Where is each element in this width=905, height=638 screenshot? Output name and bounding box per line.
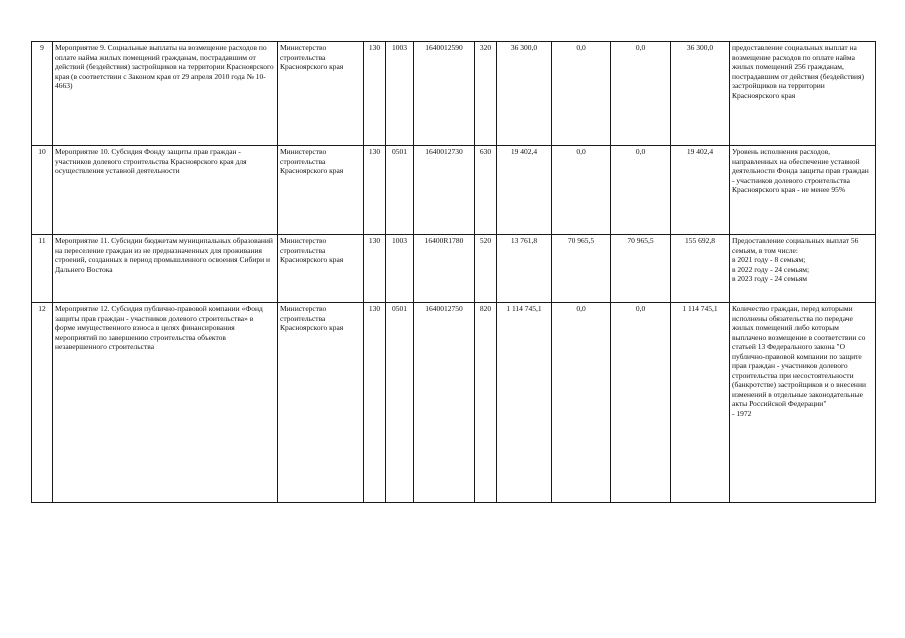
row-number: 9 xyxy=(32,42,53,146)
amount-year-2: 70 965,5 xyxy=(552,235,611,303)
event-name: Мероприятие 9. Социальные выплаты на возмещение расходов по оплате найма жилых помещений гражданам, пострадавшим от действий (бездействия) застройщиков на территории Красноярского края (в соответствии с Законом края от 29 апреля 2010 года № 10-4663) xyxy=(53,42,278,146)
amount-year-1: 36 300,0 xyxy=(497,42,552,146)
amount-year-2: 0,0 xyxy=(552,42,611,146)
rzpr-code: 1003 xyxy=(386,235,414,303)
row-number: 12 xyxy=(32,303,53,503)
event-name: Мероприятие 11. Субсидии бюджетам муниципальных образований на переселение граждан из не предназначенных для проживания строений, созданных в период промышленного освоения Сибири и Дальнего Востока xyxy=(53,235,278,303)
expected-result: Количество граждан, перед которыми исполнены обязательства по передаче жилых помещений либо которым выплачено возмещение в соответствии со статьей 13 Федерального закона "О публично-правовой компании по защите прав граждан - участников долевого строительства при несостоятельности (банкротстве) застройщиков и о внесении изменений в отдельные законодательные акты Российской Федерации" - 1972 xyxy=(730,303,876,503)
vr-code: 820 xyxy=(475,303,497,503)
amount-year-2: 0,0 xyxy=(552,146,611,235)
amount-total: 36 300,0 xyxy=(671,42,730,146)
row-number: 10 xyxy=(32,146,53,235)
amount-year-3: 0,0 xyxy=(611,146,671,235)
rzpr-code: 0501 xyxy=(386,146,414,235)
amount-year-1: 19 402,4 xyxy=(497,146,552,235)
amount-total: 1 114 745,1 xyxy=(671,303,730,503)
responsible-ministry: Министерство строительства Красноярского края xyxy=(278,235,364,303)
vr-code: 320 xyxy=(475,42,497,146)
event-name: Мероприятие 10. Субсидия Фонду защиты прав граждан - участников долевого строительства Красноярского края для осуществления уставной деятельности xyxy=(53,146,278,235)
expected-result: Уровень исполнения расходов, направленных на обеспечение уставной деятельности Фонда защиты прав граждан - участников долевого строительства Красноярского края - не менее 95% xyxy=(730,146,876,235)
amount-total: 155 692,8 xyxy=(671,235,730,303)
amount-year-1: 1 114 745,1 xyxy=(497,303,552,503)
grbs-code: 130 xyxy=(364,303,386,503)
csr-code: 1640012590 xyxy=(414,42,475,146)
grbs-code: 130 xyxy=(364,146,386,235)
rzpr-code: 1003 xyxy=(386,42,414,146)
table-row xyxy=(32,235,876,303)
grbs-code: 130 xyxy=(364,42,386,146)
responsible-ministry: Министерство строительства Красноярского края xyxy=(278,146,364,235)
table-row xyxy=(32,303,876,503)
amount-year-1: 13 761,8 xyxy=(497,235,552,303)
amount-year-2: 0,0 xyxy=(552,303,611,503)
csr-code: 1640012750 xyxy=(414,303,475,503)
grbs-code: 130 xyxy=(364,235,386,303)
table-row xyxy=(32,42,876,146)
row-number: 11 xyxy=(32,235,53,303)
event-name: Мероприятие 12. Субсидия публично-правовой компании «Фонд защиты прав граждан - участников долевого строительства» в форме имущественного взноса в целях финансирования мероприятий по завершению строительства объектов незавершенного строительства xyxy=(53,303,278,503)
csr-code: 16400R1780 xyxy=(414,235,475,303)
program-activities-table xyxy=(31,41,876,503)
rzpr-code: 0501 xyxy=(386,303,414,503)
csr-code: 1640012730 xyxy=(414,146,475,235)
responsible-ministry: Министерство строительства Красноярского края xyxy=(278,42,364,146)
amount-year-3: 0,0 xyxy=(611,303,671,503)
expected-result: Предоставление социальных выплат 56 семьям, в том числе: в 2021 году - 8 семьям; в 2022 году - 24 семьям; в 2023 году - 24 семьям xyxy=(730,235,876,303)
amount-year-3: 0,0 xyxy=(611,42,671,146)
amount-total: 19 402,4 xyxy=(671,146,730,235)
table-row xyxy=(32,146,876,235)
vr-code: 630 xyxy=(475,146,497,235)
vr-code: 520 xyxy=(475,235,497,303)
responsible-ministry: Министерство строительства Красноярского края xyxy=(278,303,364,503)
expected-result: предоставление социальных выплат на возмещение расходов по оплате найма жилых помещений 256 гражданам, пострадавшим от действия (бездействия) застройщиков на территории Красноярского края xyxy=(730,42,876,146)
amount-year-3: 70 965,5 xyxy=(611,235,671,303)
